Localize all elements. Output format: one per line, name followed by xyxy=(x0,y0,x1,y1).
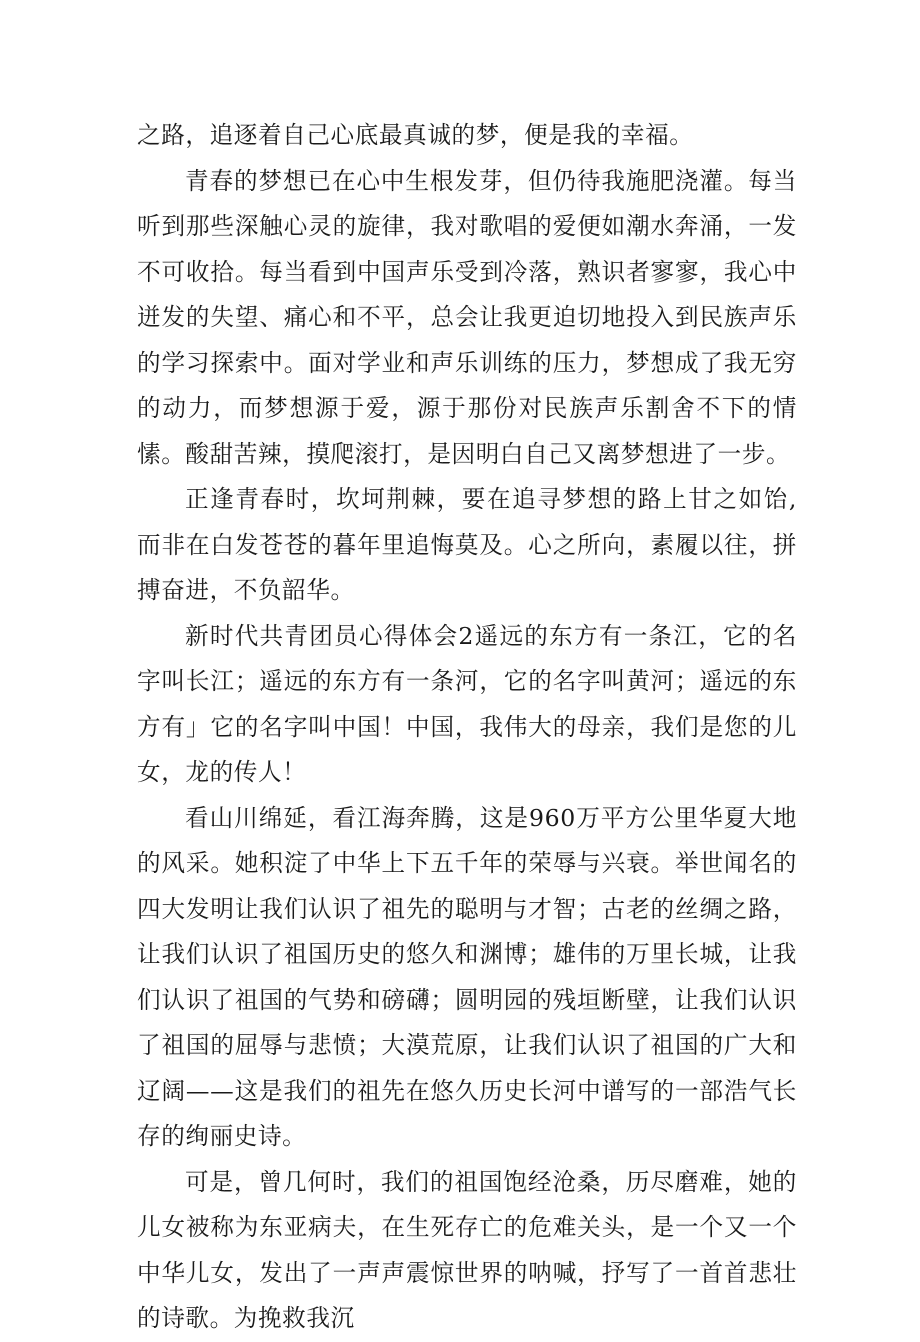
paragraph-6: 可是，曾几何时，我们的祖国饱经沧桑，历尽磨难，她的儿女被称为东亚病夫，在生死存亡的危难关头，是一个又一个中华儿女，发出了一声声震惊世界的呐喊，抒写了一首首悲壮的诗歌。为挽救我沉 xyxy=(137,1167,797,1332)
paragraph-2: 青春的梦想已在心中生根发芽，但仍待我施肥浇灌。每当听到那些深触心灵的旋律，我对歌唱的爱便如潮水奔涌，一发不可收拾。每当看到中国声乐受到冷落，熟识者寥寥，我心中迸发的失望、痛心和不平，总会让我更迫切地投入到民族声乐的学习探索中。面对学业和声乐训练的压力，梦想成了我无穷的动力，而梦想源于爱，源于那份对民族声乐割舍不下的情愫。酸甜苦辣，摸爬滚打，是因明白自己又离梦想进了一步。 xyxy=(137,166,797,468)
paragraph-5: 看山川绵延，看江海奔腾，这是960万平方公里华夏大地的风采。她积淀了中华上下五千年的荣辱与兴衰。举世闻名的四大发明让我们认识了祖先的聪明与才智；古老的丝绸之路，让我们认识了祖国历史的悠久和渊博；雄伟的万里长城，让我们认识了祖国的气势和磅礴；圆明园的残垣断壁，让我们认识了祖国的屈辱与悲愤；大漠荒原，让我们认识了祖国的广大和辽阔——这是我们的祖先在悠久历史长河中谱写的一部浩气长存的绚丽史诗。 xyxy=(137,803,797,1150)
document-body xyxy=(137,113,797,1342)
paragraph-3: 正逢青春时，坎坷荆棘，要在追寻梦想的路上甘之如饴,而非在白发苍苍的暮年里追悔莫及。心之所向，素履以往，拼搏奋进，不负韶华。 xyxy=(137,485,797,604)
paragraph-4: 新时代共青团员心得体会2遥远的东方有一条江，它的名字叫长江；遥远的东方有一条河，它的名字叫黄河；遥远的东方有」它的名字叫中国！中国，我伟大的母亲，我们是您的儿女，龙的传人！ xyxy=(137,621,797,786)
paragraph-1: 之路，追逐着自己心底最真诚的梦，便是我的幸福。 xyxy=(137,121,694,149)
